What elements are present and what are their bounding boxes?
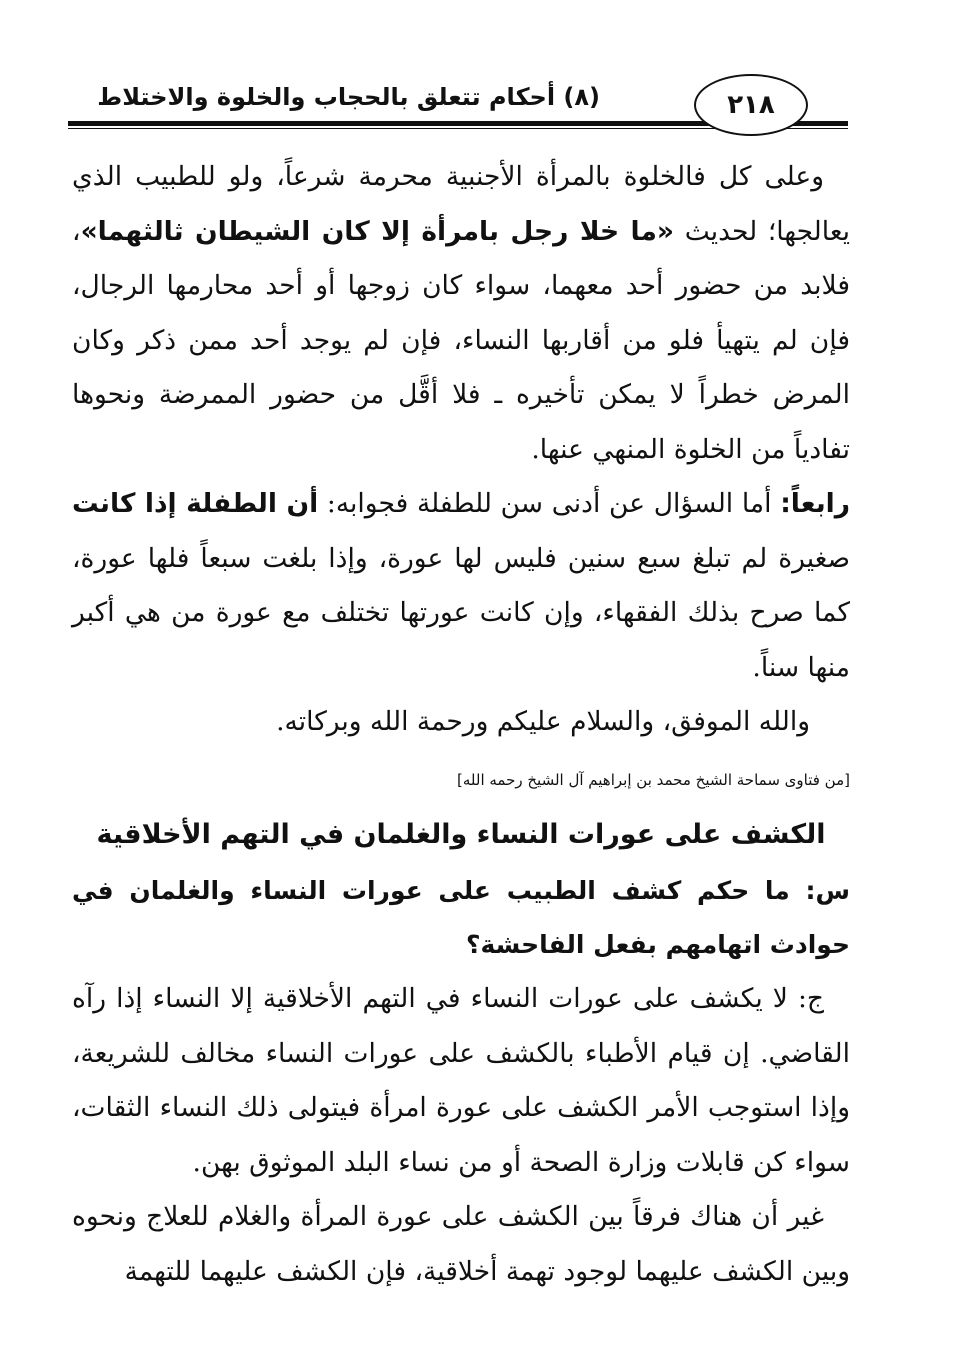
page-body — [72, 150, 850, 1299]
answer-emphasis: أن الطفلة إذا كانت — [72, 488, 319, 519]
running-header-title: (٨) أحكام تتعلق بالحجاب والخلوة والاختلاط — [97, 83, 600, 111]
section-heading: الكشف على عورات النساء والغلمان في التهم الأخلاقية — [96, 819, 826, 850]
source-citation-wrap — [72, 750, 850, 805]
paragraph-seclusion — [72, 150, 850, 477]
paragraph-text: وعلى كل فالخلوة بالمرأة الأجنبية محرمة شرعاً، ولو للطبيب الذي يعالجها؛ لحديث — [72, 161, 850, 247]
paragraph-text: أما السؤال عن أدنى سن للطفلة فجوابه: — [326, 488, 772, 519]
hadith-quote: «ما خلا رجل بامرأة إلا كان الشيطان ثالثهما» — [80, 215, 675, 247]
paragraph-fourth — [72, 477, 850, 695]
paragraph-text: ، فلابد من حضور أحد معهما، سواء كان زوجها أو أحد محارمها الرجال، فإن لم يتهيأ فلو من أقاربها النساء، فإن لم يوجد أحد ممن ذكر وكان المرض خطراً لا يمكن تأخيره ـ فلا أقَّل من حضور الممرضة ونحوها تفادياً من الخلوة المنهي عنها. — [72, 215, 850, 465]
page-number: ٢١٨ — [694, 74, 808, 136]
source-citation: [من فتاوى سماحة الشيخ محمد بن إبراهيم آل الشيخ رحمه الله] — [457, 770, 850, 789]
paragraph-text: صغيرة لم تبلغ سبع سنين فليس لها عورة، وإذا بلغت سبعاً فلها عورة، كما صرح بذلك الفقهاء، وإن كانت عورتها تختلف مع عورة من هي أكبر منها سناً. — [72, 542, 850, 683]
point-label: رابعاً: — [780, 488, 850, 519]
closing-salutation: والله الموفق، والسلام عليكم ورحمة الله وبركاته. — [276, 706, 810, 737]
question: س: ما حكم كشف الطبيب على عورات النساء والغلمان في حوادث اتهامهم بفعل الفاحشة؟ — [72, 876, 850, 959]
paragraph-continuation: غير أن هناك فرقاً بين الكشف على عورة المرأة والغلام للعلاج ونحوه وبين الكشف عليهما لوجود تهمة أخلاقية، فإن الكشف عليهما للتهمة — [72, 1201, 850, 1287]
answer: ج: لا يكشف على عورات النساء في التهم الأخلاقية إلا النساء إذا رآه القاضي. إن قيام الأطباء بالكشف على عورات النساء مخالف للشريعة، وإذا استوجب الأمر الكشف على عورة امرأة فيتولى ذلك النساء الثقات، سواء كن قابلات وزارة الصحة أو من نساء البلد الموثوق بهن. — [72, 983, 850, 1178]
